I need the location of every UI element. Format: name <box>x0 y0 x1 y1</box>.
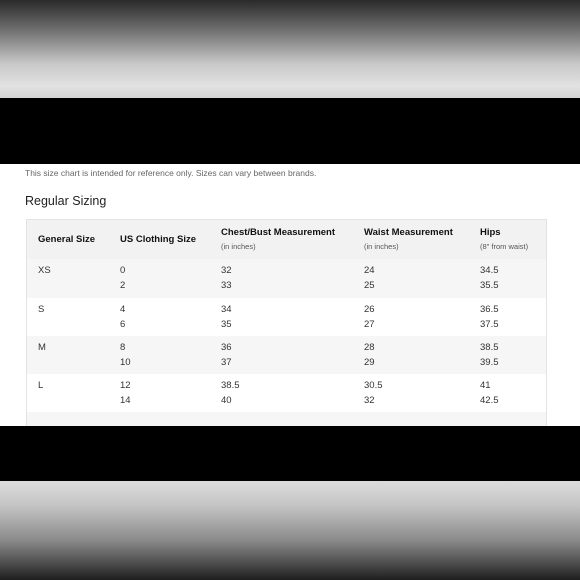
cell-value: 40 <box>221 395 232 406</box>
size-chart-panel <box>0 164 580 426</box>
section-title: Regular Sizing <box>25 194 107 208</box>
column-title: General Size <box>38 234 96 245</box>
top-gradient-frame <box>0 0 580 98</box>
top-black-band <box>0 98 580 164</box>
waist-cell <box>364 340 375 370</box>
table-row-partial <box>27 412 546 426</box>
column-subtitle: (in inches) <box>364 242 399 251</box>
cell-value: 29 <box>364 357 375 368</box>
hips-cell <box>480 263 499 293</box>
cell-value: 25 <box>364 280 375 291</box>
cell-value: 2 <box>120 280 126 291</box>
cell-value: 33 <box>221 280 232 291</box>
column-subtitle: (in inches) <box>221 242 256 251</box>
table-row-s <box>27 298 546 336</box>
us-size-cell <box>120 378 131 408</box>
cell-value: 41 <box>480 380 491 391</box>
cell-value: 30.5 <box>364 380 383 391</box>
column-header-waist <box>364 227 453 251</box>
cell-value: 35.5 <box>480 280 499 291</box>
table-row-xs <box>27 259 546 298</box>
column-header-hips <box>480 227 528 251</box>
size-table <box>26 219 547 426</box>
table-row-l <box>27 374 546 412</box>
cell-value: 24 <box>364 265 375 276</box>
hips-cell <box>480 302 499 332</box>
chest-cell <box>221 378 240 408</box>
cell-value: 37.5 <box>480 319 499 330</box>
column-header-general-size <box>38 234 95 245</box>
us-size-cell <box>120 302 125 332</box>
cell-value: 32 <box>221 265 232 276</box>
column-title: US Clothing Size <box>120 234 196 245</box>
cell-value: 26 <box>364 304 375 315</box>
cell-value: 39.5 <box>480 357 499 368</box>
waist-cell <box>364 378 383 408</box>
cell-value: 36 <box>221 342 232 353</box>
cell-value: 34 <box>221 304 232 315</box>
general-size-cell <box>38 378 43 393</box>
cell-value: 8 <box>120 342 126 353</box>
waist-cell <box>364 302 375 332</box>
cell-value: 34.5 <box>480 265 499 276</box>
general-size-cell <box>38 340 46 355</box>
column-title: Hips <box>480 227 501 238</box>
cell-value: 6 <box>120 319 126 330</box>
general-size-cell <box>38 263 51 278</box>
chest-cell <box>221 340 232 370</box>
general-size-cell <box>38 302 44 317</box>
table-header-row <box>27 220 546 259</box>
column-title: Chest/Bust Measurement <box>221 227 336 238</box>
cell-value: 10 <box>120 357 131 368</box>
column-header-chest-bust <box>221 227 335 251</box>
column-header-us-clothing-size <box>120 234 196 245</box>
cell-value: 32 <box>364 395 375 406</box>
cell-value: M <box>38 342 46 353</box>
table-row-m <box>27 336 546 374</box>
cell-value: 14 <box>120 395 131 406</box>
chest-cell <box>221 263 232 293</box>
cell-value: 0 <box>120 265 126 276</box>
cell-value: 27 <box>364 319 375 330</box>
cell-value: 38.5 <box>480 342 499 353</box>
column-subtitle: (8" from waist) <box>480 242 529 251</box>
us-size-cell <box>120 263 125 293</box>
chest-cell <box>221 302 232 332</box>
us-size-cell <box>120 340 131 370</box>
cell-value: XS <box>38 265 51 276</box>
cell-value: S <box>38 304 45 315</box>
hips-cell <box>480 340 499 370</box>
disclaimer-text: This size chart is intended for reference only. Sizes can vary between brands. <box>25 168 317 178</box>
cell-value: 12 <box>120 380 131 391</box>
bottom-black-band <box>0 426 580 481</box>
cell-value: 28 <box>364 342 375 353</box>
waist-cell <box>364 263 375 293</box>
column-title: Waist Measurement <box>364 227 453 238</box>
cell-value: 38.5 <box>221 380 240 391</box>
cell-value: 36.5 <box>480 304 499 315</box>
cell-value: 35 <box>221 319 232 330</box>
cell-value: L <box>38 380 44 391</box>
hips-cell <box>480 378 499 408</box>
cell-value: 42.5 <box>480 395 499 406</box>
bottom-gradient-frame <box>0 481 580 580</box>
cell-value: 37 <box>221 357 232 368</box>
cell-value: 4 <box>120 304 126 315</box>
